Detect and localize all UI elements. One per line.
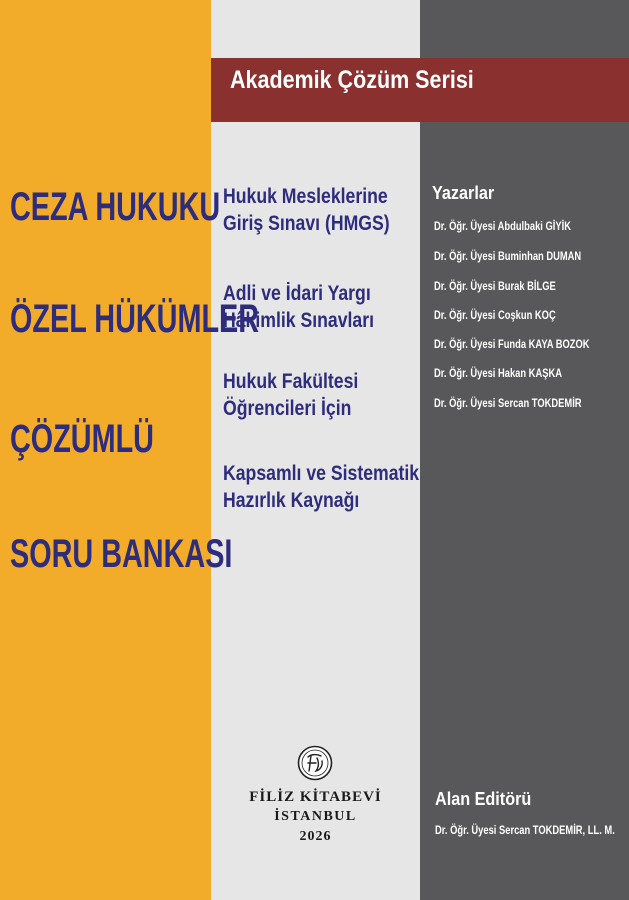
- author-name: Dr. Öğr. Üyesi Coşkun KOÇ: [434, 308, 556, 322]
- editor-name: Dr. Öğr. Üyesi Sercan TOKDEMİR, LL. M.: [435, 823, 615, 837]
- author-name: Dr. Öğr. Üyesi Hakan KAŞKA: [434, 366, 562, 380]
- subtitle-hakimlik: [223, 280, 374, 334]
- book-title-line-2: ÖZEL HÜKÜMLER: [10, 297, 260, 341]
- subtitle-line: Hâkimlik Sınavları: [223, 309, 375, 332]
- author-name: Dr. Öğr. Üyesi Funda KAYA BOZOK: [434, 337, 590, 351]
- author-name: Dr. Öğr. Üyesi Abdulbaki GİYİK: [434, 219, 571, 233]
- editor-heading: Alan Editörü: [435, 789, 532, 809]
- authors-heading: Yazarlar: [432, 183, 495, 203]
- subtitle-fakulte: [223, 368, 358, 422]
- subtitle-line: Öğrencileri İçin: [223, 397, 352, 420]
- subtitle-line: Hukuk Fakültesi: [223, 370, 359, 393]
- filiz-monogram-icon: [297, 745, 333, 781]
- author-name: Dr. Öğr. Üyesi Burak BİLGE: [434, 279, 556, 293]
- author-name: Dr. Öğr. Üyesi Buminhan DUMAN: [434, 249, 582, 263]
- subtitle-line: Hukuk Mesleklerine: [223, 185, 388, 208]
- publisher-city: İSTANBUL: [274, 809, 357, 824]
- subtitle-line: Kapsamlı ve Sistematik: [223, 462, 420, 485]
- subtitle-line: Adli ve İdari Yargı: [223, 282, 371, 305]
- subtitle-kaynak: [223, 460, 419, 514]
- right-color-panel: [420, 0, 629, 900]
- subtitle-hmgs: [223, 183, 390, 237]
- publication-year: 2026: [299, 829, 332, 844]
- subtitle-line: Hazırlık Kaynağı: [223, 489, 360, 512]
- publisher-name: FİLİZ KİTABEVİ: [249, 789, 382, 805]
- author-name: Dr. Öğr. Üyesi Sercan TOKDEMİR: [434, 396, 582, 410]
- book-title-line-1: CEZA HUKUKU: [10, 185, 221, 229]
- subtitle-line: Giriş Sınavı (HMGS): [223, 212, 390, 235]
- book-title-line-4: SORU BANKASI: [10, 532, 233, 576]
- book-title-line-3: ÇÖZÜMLÜ: [10, 417, 154, 461]
- series-title: Akademik Çözüm Serisi: [230, 66, 474, 94]
